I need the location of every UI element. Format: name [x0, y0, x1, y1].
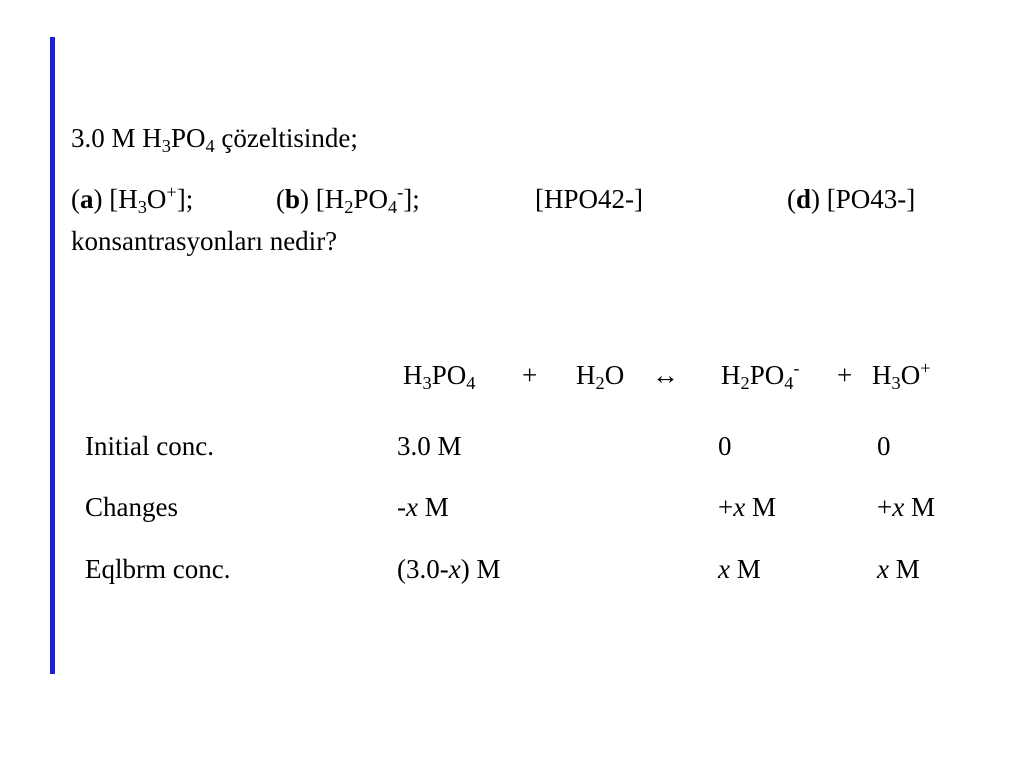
table-cell: (3.0-x) M [397, 554, 501, 584]
table-row-label: Eqlbrm conc. [85, 554, 231, 584]
table-cell: +x M [718, 492, 776, 522]
question-line-1: 3.0 M $H_3PO_4$ çözeltisinde; [71, 123, 358, 157]
table-cell: x M [718, 554, 761, 584]
question-part-d: (d) [PO43-] [787, 184, 916, 214]
equation-h2po4: $H_2PO_4^-$ [721, 357, 800, 394]
table-cell: 3.0 M [397, 431, 462, 461]
accent-bar [50, 37, 55, 674]
table-cell: x M [877, 554, 920, 584]
table-row-label: Changes [85, 492, 178, 522]
question-line-3: konsantrasyonları nedir? [71, 226, 338, 256]
table-cell: -x M [397, 492, 449, 522]
equation-h3o: $H_3O^+$ [872, 357, 931, 394]
equation-plus-2: + [837, 360, 853, 390]
question-part-b: (b) $[H_2PO_4^-]$; [276, 181, 420, 218]
equation-arrow-icon: ↔ [652, 360, 679, 390]
table-cell: +x M [877, 492, 935, 522]
question-part-a: (a) $[H_3O^+]$; [71, 181, 194, 218]
table-cell: 0 [718, 431, 732, 461]
equation-plus-1: + [522, 360, 538, 390]
table-cell: 0 [877, 431, 891, 461]
equation-h2o: $H_2O$ [576, 360, 625, 394]
equation-h3po4: $H_3PO_4$ [403, 360, 476, 394]
question-part-c: [HPO42-] [535, 184, 643, 214]
table-row-label: Initial conc. [85, 431, 214, 461]
